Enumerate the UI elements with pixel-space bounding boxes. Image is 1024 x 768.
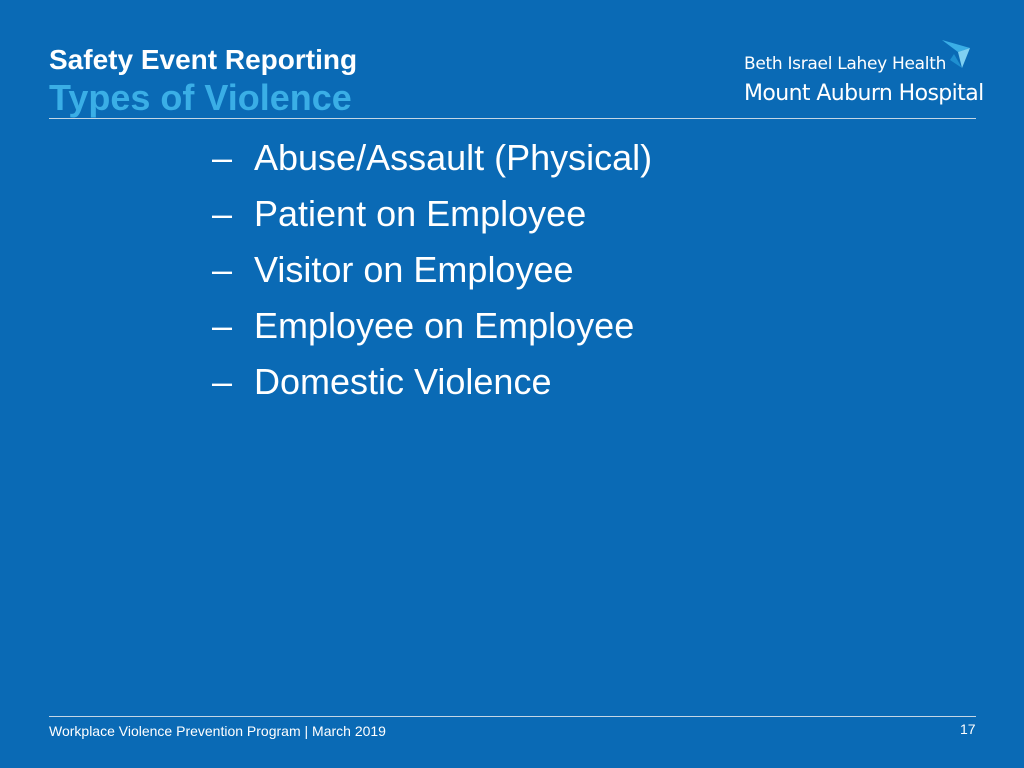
bullet-text: Patient on Employee bbox=[254, 193, 587, 234]
list-item bbox=[212, 242, 652, 298]
bullet-dash: – bbox=[212, 137, 233, 178]
bullet-text: Abuse/Assault (Physical) bbox=[254, 137, 653, 178]
page-number: 17 bbox=[960, 721, 976, 737]
slide-title: Safety Event Reporting bbox=[49, 44, 358, 75]
logo-line1: Beth Israel Lahey Health bbox=[744, 54, 947, 74]
hospital-logo bbox=[744, 38, 984, 110]
bird-arrow-icon bbox=[940, 38, 972, 70]
logo-line2: Mount Auburn Hospital bbox=[744, 81, 984, 106]
slide-subtitle: Types of Violence bbox=[49, 77, 352, 118]
bullet-text: Employee on Employee bbox=[254, 305, 635, 346]
list-item bbox=[212, 130, 652, 186]
list-item bbox=[212, 186, 652, 242]
bullet-text: Domestic Violence bbox=[254, 361, 552, 402]
bullet-dash: – bbox=[212, 249, 233, 290]
footer-divider bbox=[49, 716, 976, 717]
bullet-dash: – bbox=[212, 193, 233, 234]
list-item bbox=[212, 354, 652, 410]
bullet-dash: – bbox=[212, 361, 233, 402]
list-item bbox=[212, 298, 652, 354]
bullet-dash: – bbox=[212, 305, 233, 346]
bullet-list bbox=[212, 130, 652, 410]
header-divider bbox=[49, 118, 976, 119]
bullet-text: Visitor on Employee bbox=[254, 249, 574, 290]
footer-text: Workplace Violence Prevention Program | March 2019 bbox=[49, 723, 386, 739]
